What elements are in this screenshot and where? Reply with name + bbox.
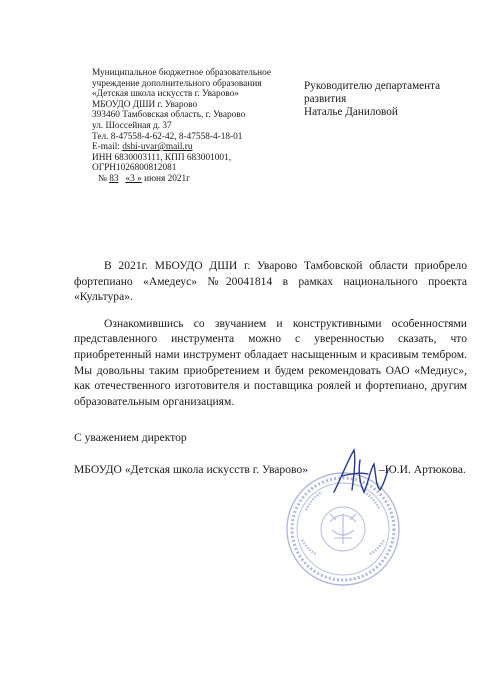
out-no-prefix: №	[98, 173, 110, 184]
letter-body	[74, 258, 467, 420]
recipient-line: Руководителю департамента	[304, 80, 441, 92]
recipient-name: Наталье Даниловой	[304, 106, 398, 119]
signer-organization: МБОУДО «Детская школа искусств г. Уварово»	[74, 463, 308, 476]
sender-line: «Детская школа искусств г. Уварово»	[92, 89, 239, 100]
sender-line: Муниципальное бюджетное образовательное	[92, 68, 271, 78]
body-paragraph: Ознакомившись со звучанием и конструктивными особенностями представленного инструмента можно с уверенностью сказать, что приобретенный нами инструмент обладает насыщенным и красивым тембром. Мы довольны таким приобретением и будем рекомендовать ОАО «Медиус», как отечественного изготовителя и поставщика роялей и фортепиано, другим образовательным организациям.	[74, 316, 467, 408]
sender-ogrn: ОГРН1026800812081	[92, 163, 177, 174]
email-link[interactable]: dshi-uvar@mail.ru	[122, 142, 193, 153]
sender-block	[92, 68, 297, 185]
sender-phone: Тел. 8-47558-4-62-42, 8-47558-4-18-01	[92, 131, 243, 142]
out-month-year: июня 2021г	[141, 173, 190, 184]
email-label: E-mail:	[92, 142, 123, 153]
outgoing-number	[98, 174, 297, 185]
signer-name: –Ю.И. Артюкова.	[379, 463, 466, 476]
out-day: «3 »	[125, 173, 142, 184]
sender-line: МБОУДО ДШИ г. Уварово	[92, 99, 198, 110]
handwritten-signature-icon	[330, 446, 390, 498]
sender-email-line	[92, 142, 297, 153]
recipient-block	[304, 80, 484, 120]
recipient-line: развития	[304, 93, 347, 106]
signature-line	[74, 462, 474, 477]
body-paragraph: В 2021г. МБОУДО ДШИ г. Уварово Тамбовской области приобрело фортепиано «Амедеус» №20041814 в рамках национального проекта «Культура».	[74, 259, 467, 304]
out-no-value: 83	[109, 173, 119, 184]
sender-inn: ИНН 6830003111, КПП 683001001,	[92, 152, 232, 163]
sender-address: 393460 Тамбовская область, г. Уварово	[92, 110, 246, 121]
sender-line: учреждение дополнительного образования	[92, 78, 262, 89]
sender-street: ул. Шоссейная д. 37	[92, 120, 172, 131]
closing-regards: С уважением директор	[74, 431, 187, 444]
